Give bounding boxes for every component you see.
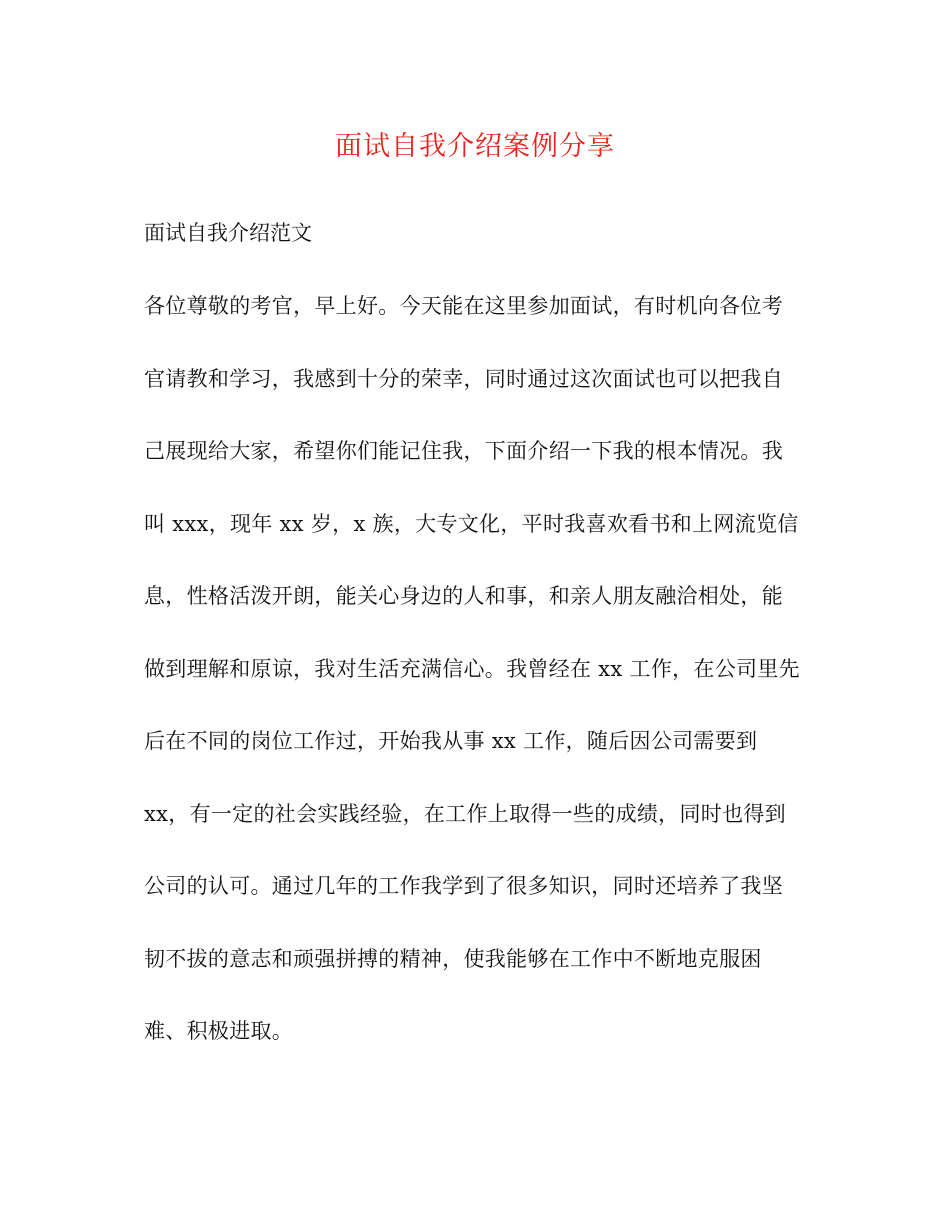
body-line: 做到理解和原谅，我对生活充满信心。我曾经在 xx 工作，在公司里先 [144,656,800,681]
document-subtitle: 面试自我介绍范文 [144,221,312,245]
body-line: 己展现给大家，希望你们能记住我，下面介绍一下我的根本情况。我 [144,439,783,463]
document-body [144,289,824,1087]
body-line: 后在不同的岗位工作过，开始我从事 xx 工作，随后因公司需要到 [144,729,758,753]
body-line: 各位尊敬的考官，早上好。今天能在这里参加面试，有时机向各位考 [144,294,783,318]
body-line: 公司的认可。通过几年的工作我学到了很多知识，同时还培养了我坚 [144,874,783,898]
body-line: 息，性格活泼开朗，能关心身边的人和事，和亲人朋友融洽相处，能 [144,584,783,608]
body-line: 韧不拔的意志和顽强拼搏的精神，使我能够在工作中不断地克服困 [144,946,762,971]
body-line: 官请教和学习，我感到十分的荣幸，同时通过这次面试也可以把我自 [144,366,783,391]
document-title: 面试自我介绍案例分享 [335,131,615,162]
body-line: 叫 xxx，现年 xx 岁，x 族，大专文化，平时我喜欢看书和上网流览信 [144,511,799,536]
body-line: xx，有一定的社会实践经验，在工作上取得一些的成绩，同时也得到 [144,801,786,826]
body-line: 难、积极进取。 [144,1019,294,1043]
